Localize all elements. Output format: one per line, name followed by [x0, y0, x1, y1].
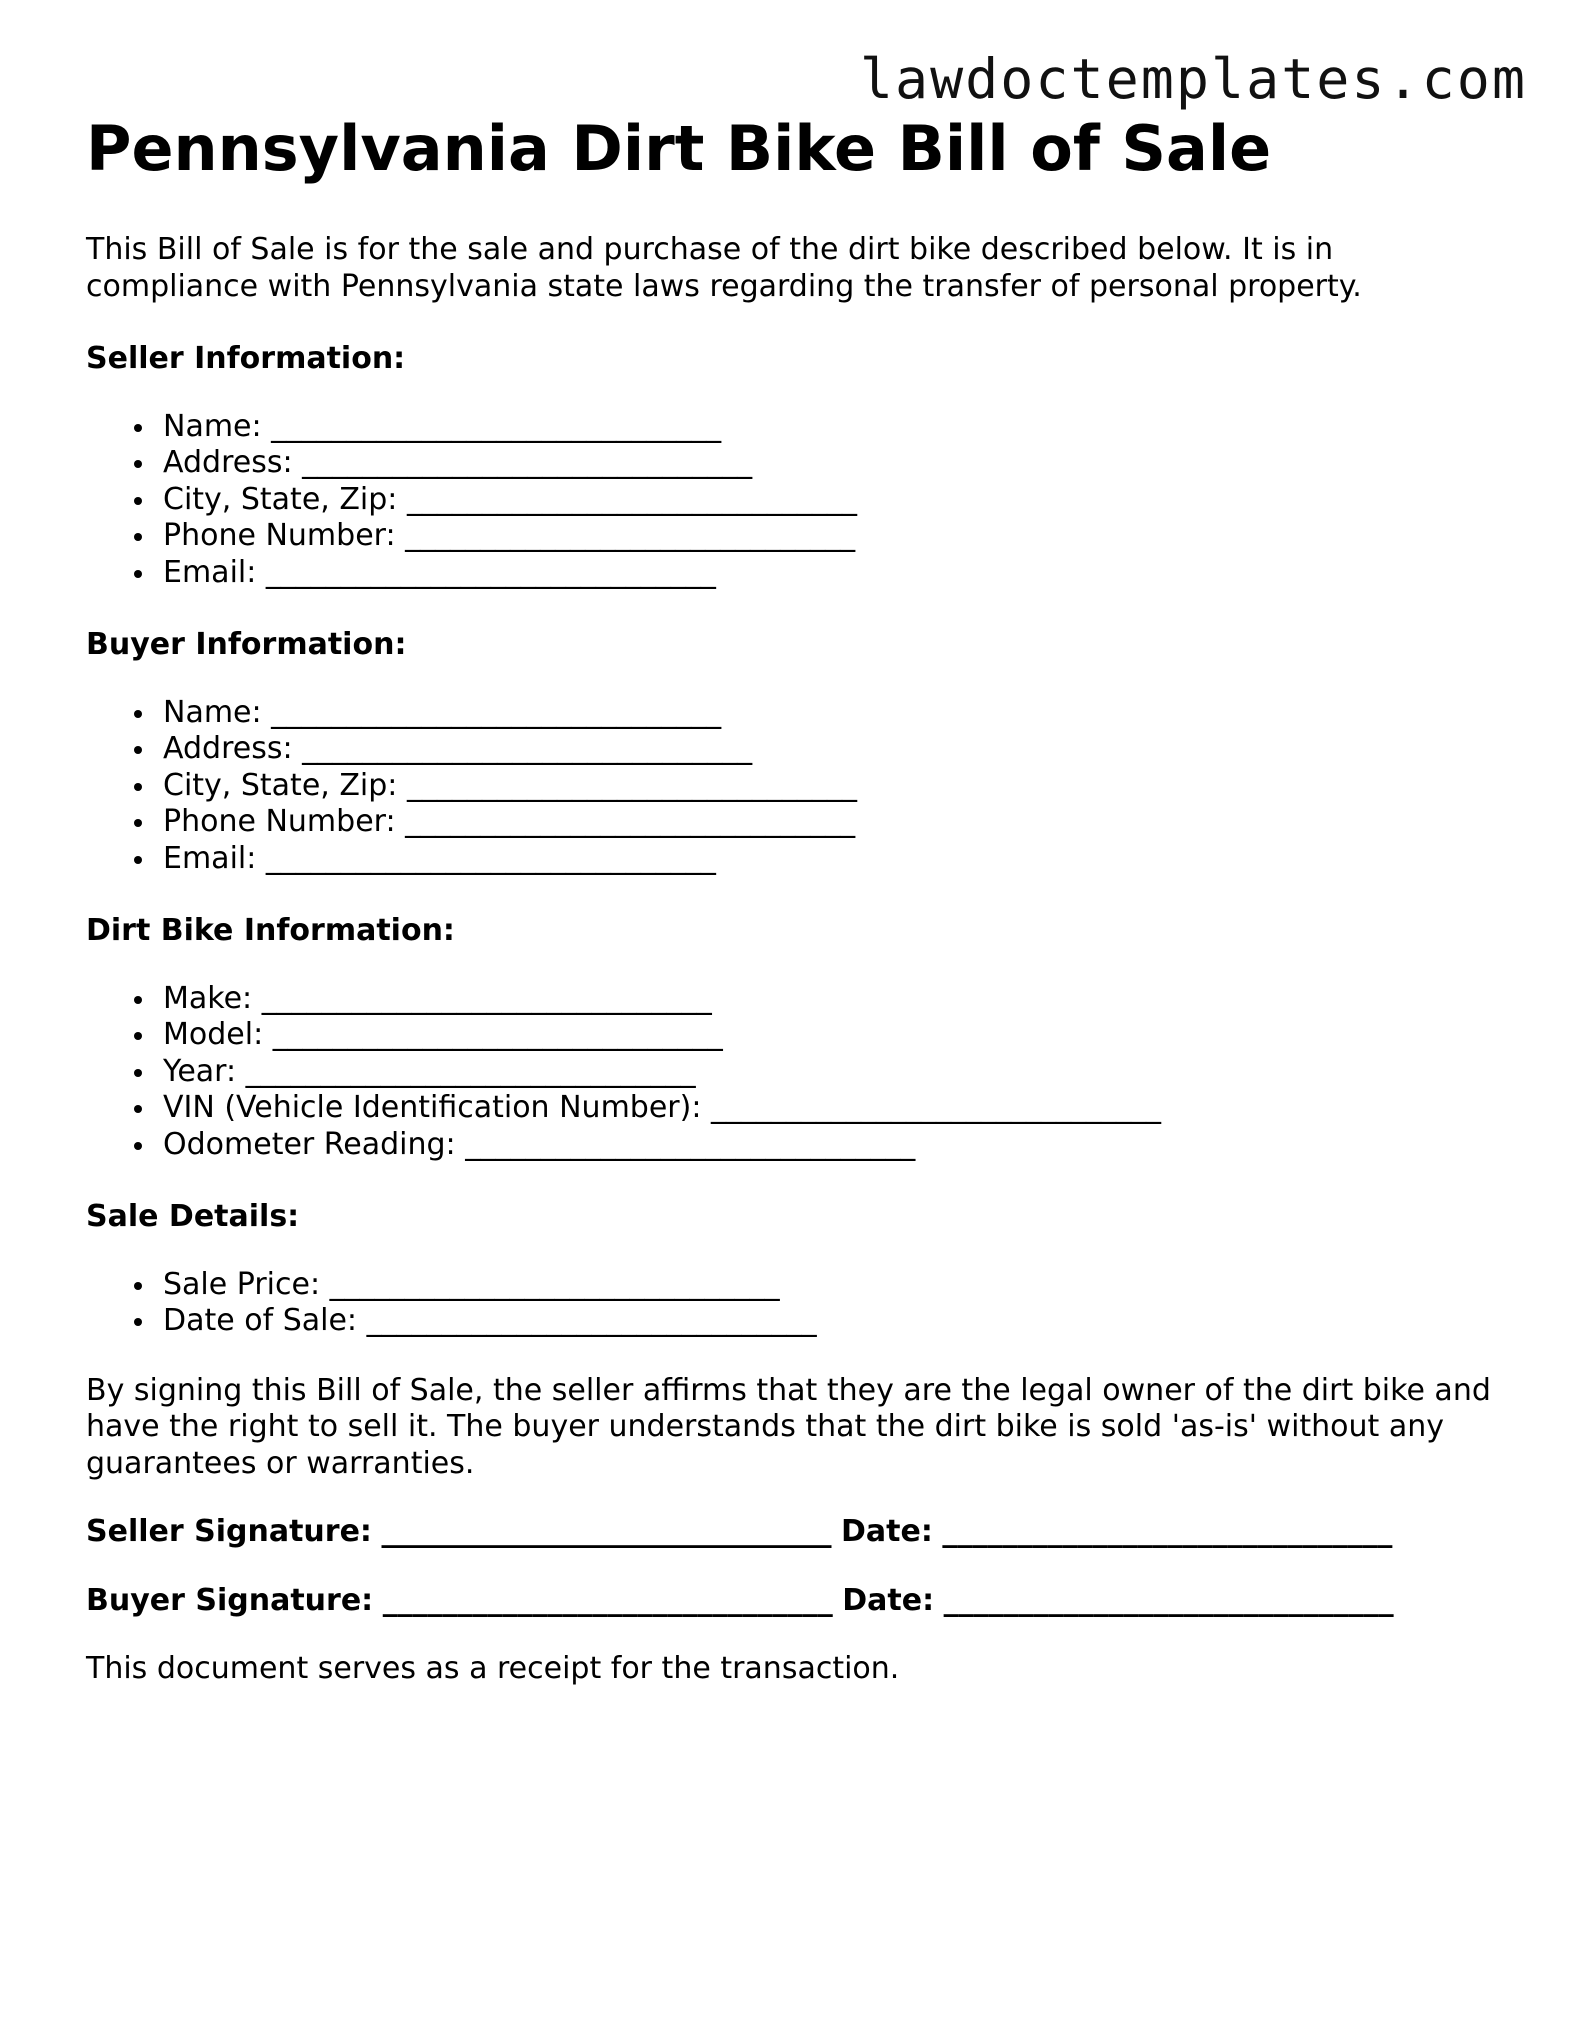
buyer-info-heading: Buyer Information:	[86, 627, 407, 662]
seller-field-phone	[163, 518, 1506, 555]
seller-info-heading: Seller Information:	[86, 341, 406, 376]
blank-line: ______________________________	[261, 980, 712, 1016]
blank-line: ______________________________	[406, 481, 857, 517]
field-label: Date of Sale:	[163, 1303, 358, 1338]
blank-line: ______________________________	[265, 554, 716, 590]
blank-line: ______________________________	[271, 694, 722, 730]
blank-line: ______________________________	[366, 1303, 817, 1338]
date-blank: ______________________________	[943, 1582, 1394, 1618]
blank-line: ______________________________	[406, 767, 857, 803]
document-page	[86, 108, 1506, 1688]
buyer-field-name	[163, 695, 1506, 732]
buyer-field-city-state-zip	[163, 768, 1506, 805]
field-label: Sale Price:	[163, 1266, 321, 1302]
watermark: lawdoctemplates.com	[859, 47, 1527, 111]
seller-field-city-state-zip	[163, 482, 1506, 519]
field-label: Name:	[163, 408, 262, 444]
seller-field-name	[163, 409, 1506, 446]
blank-line: ______________________________	[245, 1053, 696, 1089]
field-label: Phone Number:	[163, 804, 396, 839]
blank-line: ______________________________	[465, 1126, 916, 1162]
blank-line: ______________________________	[265, 840, 716, 876]
buyer-signature-label: Buyer Signature:	[86, 1582, 374, 1618]
field-label: Address:	[163, 445, 293, 480]
sale-field-price	[163, 1267, 1506, 1304]
bike-field-year	[163, 1054, 1506, 1091]
seller-info-list	[86, 409, 1506, 592]
field-label: Odometer Reading:	[163, 1126, 456, 1162]
blank-line: ______________________________	[302, 731, 753, 766]
blank-line: ______________________________	[329, 1266, 780, 1302]
field-label: Address:	[163, 731, 293, 766]
closing-paragraph: By signing this Bill of Sale, the seller affirms that they are the legal owner of the dirt bike and have the right to sell it. The buyer understands that the dirt bike is sold 'as-is' without any guarantees or warranties.	[86, 1372, 1491, 1481]
field-label: Phone Number:	[163, 518, 396, 553]
seller-signature-label: Seller Signature:	[86, 1514, 372, 1549]
date-label: Date:	[841, 1514, 933, 1549]
bike-info-heading: Dirt Bike Information:	[86, 913, 455, 948]
date-label: Date:	[842, 1582, 935, 1618]
footer-note: This document serves as a receipt for the transaction.	[86, 1651, 900, 1686]
blank-line: ______________________________	[710, 1090, 1161, 1125]
seller-field-address	[163, 445, 1506, 482]
buyer-field-phone	[163, 804, 1506, 841]
field-label: Email:	[163, 554, 257, 590]
bike-field-model	[163, 1017, 1506, 1054]
bike-info-list	[86, 981, 1506, 1164]
field-label: City, State, Zip:	[163, 767, 398, 803]
bike-field-make	[163, 981, 1506, 1018]
blank-line: ______________________________	[405, 518, 856, 553]
blank-line: ______________________________	[405, 804, 856, 839]
blank-line: ______________________________	[302, 445, 753, 480]
bike-field-vin	[163, 1090, 1506, 1127]
field-label: VIN (Vehicle Identification Number):	[163, 1090, 702, 1125]
field-label: Year:	[163, 1053, 237, 1089]
blank-line: ______________________________	[271, 408, 722, 444]
field-label: Make:	[163, 980, 253, 1016]
document-title: Pennsylvania Dirt Bike Bill of Sale	[86, 112, 1272, 185]
blank-line: ______________________________	[272, 1017, 723, 1052]
signature-blank: ______________________________	[382, 1582, 833, 1618]
buyer-info-list	[86, 695, 1506, 878]
field-label: Model:	[163, 1017, 264, 1052]
field-label: Name:	[163, 694, 262, 730]
bike-field-odometer	[163, 1127, 1506, 1164]
sale-details-heading: Sale Details:	[86, 1199, 300, 1234]
sale-details-list	[86, 1267, 1506, 1340]
buyer-field-address	[163, 731, 1506, 768]
date-blank: ______________________________	[942, 1514, 1393, 1549]
seller-field-email	[163, 555, 1506, 592]
buyer-signature-line	[86, 1583, 1506, 1620]
field-label: City, State, Zip:	[163, 481, 398, 517]
intro-paragraph: This Bill of Sale is for the sale and purchase of the dirt bike described below. It is in compliance with Pennsylvania state laws regarding the transfer of personal property.	[86, 232, 1362, 304]
buyer-field-email	[163, 841, 1506, 878]
field-label: Email:	[163, 840, 257, 876]
seller-signature-line	[86, 1514, 1506, 1551]
sale-field-date	[163, 1303, 1506, 1340]
signature-blank: ______________________________	[381, 1514, 832, 1549]
